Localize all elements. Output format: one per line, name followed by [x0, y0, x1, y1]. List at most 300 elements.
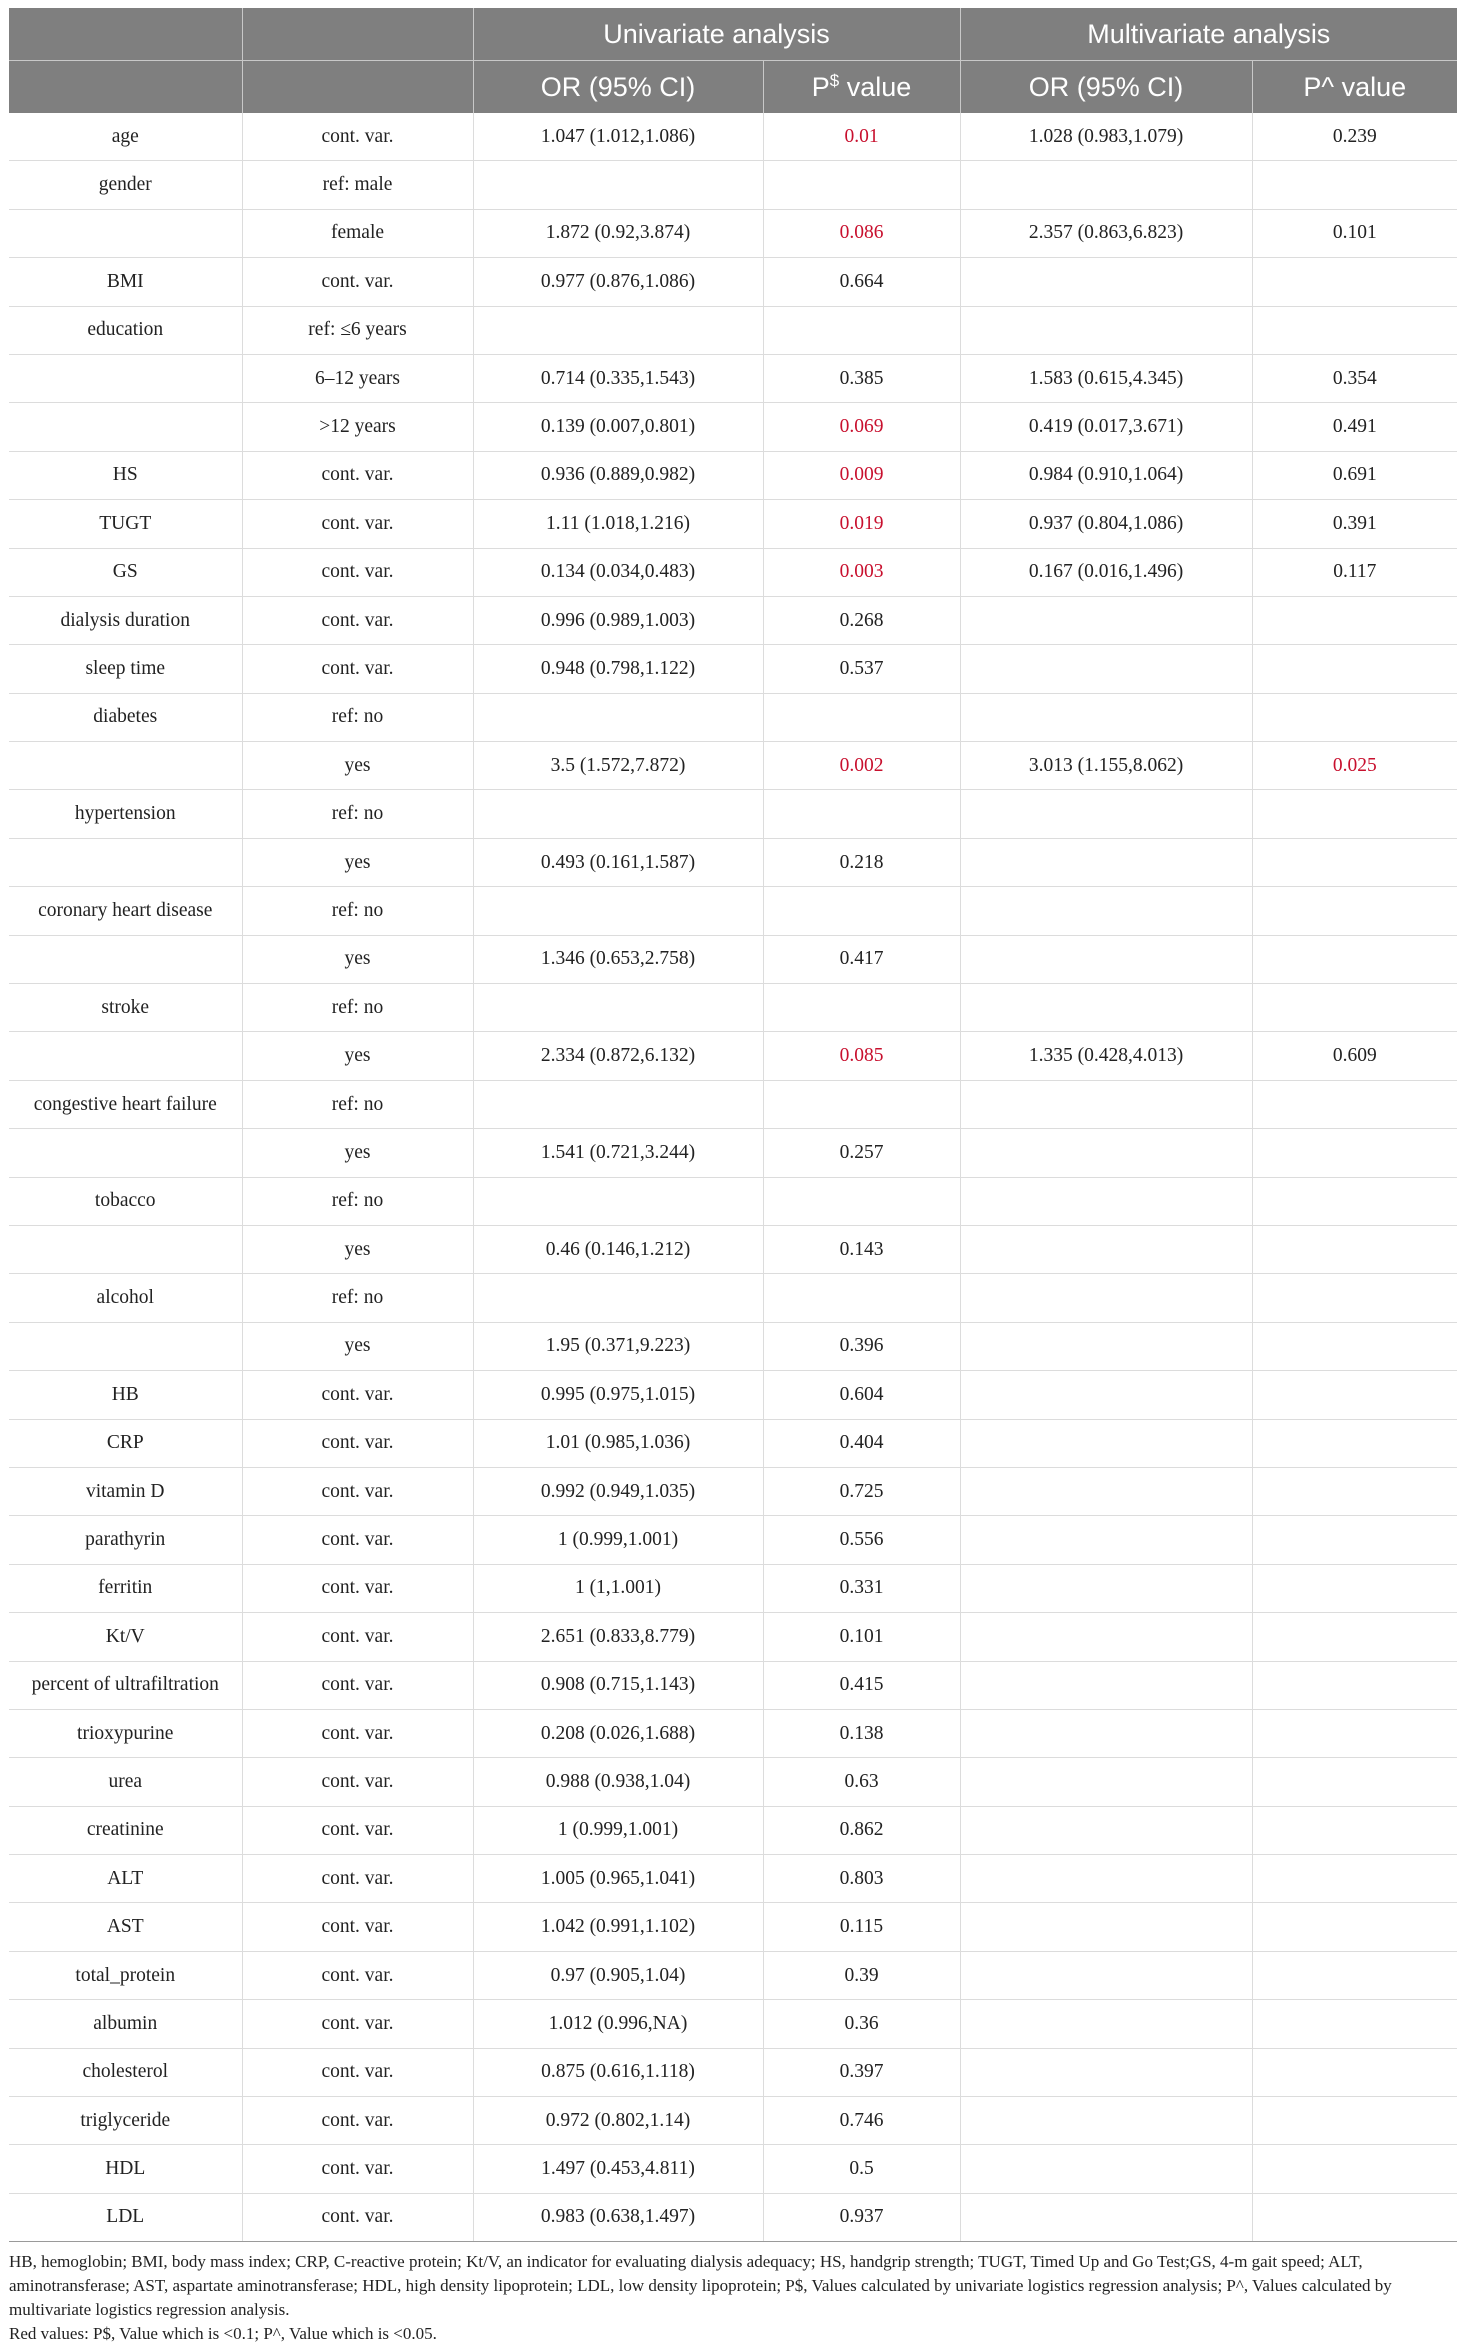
univariate-p-cell: 0.085	[763, 1032, 960, 1080]
variable-cell: percent of ultrafiltration	[9, 1661, 242, 1709]
multivariate-or-cell: 0.419 (0.017,3.671)	[960, 403, 1252, 451]
variable-cell	[9, 1032, 242, 1080]
multivariate-or-cell: 1.335 (0.428,4.013)	[960, 1032, 1252, 1080]
variable-cell: urea	[9, 1758, 242, 1806]
p-symbol: P	[811, 72, 830, 102]
table-row	[9, 2145, 1457, 2193]
univariate-p-cell	[763, 1177, 960, 1225]
univariate-or-cell: 0.493 (0.161,1.587)	[473, 838, 763, 886]
multivariate-p-cell	[1252, 790, 1457, 838]
univariate-or-cell: 0.875 (0.616,1.118)	[473, 2048, 763, 2096]
univariate-p-cell: 0.39	[763, 1951, 960, 1999]
table-row	[9, 790, 1457, 838]
univariate-or-cell	[473, 1177, 763, 1225]
multivariate-p-cell	[1252, 1903, 1457, 1951]
univariate-or-cell: 3.5 (1.572,7.872)	[473, 742, 763, 790]
univariate-or-cell: 0.983 (0.638,1.497)	[473, 2193, 763, 2241]
multivariate-or-cell: 0.167 (0.016,1.496)	[960, 548, 1252, 596]
univariate-p-cell: 0.725	[763, 1467, 960, 1515]
reference-cell: yes	[242, 935, 473, 983]
multivariate-p-cell	[1252, 1080, 1457, 1128]
table-row	[9, 1177, 1457, 1225]
variable-cell	[9, 1129, 242, 1177]
multivariate-p-cell	[1252, 2145, 1457, 2193]
multivariate-p-cell	[1252, 596, 1457, 644]
univariate-p-cell	[763, 1274, 960, 1322]
table-row	[9, 1903, 1457, 1951]
univariate-p-cell: 0.143	[763, 1225, 960, 1273]
multivariate-or-cell	[960, 306, 1252, 354]
variable-cell: dialysis duration	[9, 596, 242, 644]
multivariate-or-cell	[960, 838, 1252, 886]
reference-cell: cont. var.	[242, 1467, 473, 1515]
variable-cell	[9, 403, 242, 451]
multivariate-p-cell: 0.025	[1252, 742, 1457, 790]
univariate-p-cell	[763, 790, 960, 838]
reference-cell: cont. var.	[242, 2048, 473, 2096]
table-row	[9, 645, 1457, 693]
variable-cell: albumin	[9, 2000, 242, 2048]
table-row	[9, 2097, 1457, 2145]
reference-cell: ref: no	[242, 1080, 473, 1128]
reference-cell: ref: no	[242, 984, 473, 1032]
variable-cell: vitamin D	[9, 1467, 242, 1515]
multivariate-p-cell	[1252, 1855, 1457, 1903]
variable-cell: diabetes	[9, 693, 242, 741]
multivariate-or-cell	[960, 1661, 1252, 1709]
table-row	[9, 1855, 1457, 1903]
univariate-p-cell: 0.01	[763, 113, 960, 161]
multivariate-p-cell	[1252, 887, 1457, 935]
variable-cell: age	[9, 113, 242, 161]
variable-cell	[9, 1225, 242, 1273]
variable-cell: GS	[9, 548, 242, 596]
multivariate-p-cell	[1252, 1564, 1457, 1612]
univariate-p-cell: 0.009	[763, 451, 960, 499]
variable-cell: stroke	[9, 984, 242, 1032]
multivariate-or-cell	[960, 1467, 1252, 1515]
univariate-or-cell: 1.95 (0.371,9.223)	[473, 1322, 763, 1370]
multivariate-p-cell	[1252, 1274, 1457, 1322]
reference-cell: ref: no	[242, 1274, 473, 1322]
reference-cell: cont. var.	[242, 645, 473, 693]
multivariate-or-cell	[960, 1322, 1252, 1370]
multivariate-p-cell	[1252, 984, 1457, 1032]
table-row	[9, 2048, 1457, 2096]
variable-cell: Kt/V	[9, 1613, 242, 1661]
reference-cell: ref: no	[242, 693, 473, 741]
table-row	[9, 306, 1457, 354]
header-blank-reference-2	[242, 61, 473, 114]
reference-cell: cont. var.	[242, 2097, 473, 2145]
univariate-p-cell: 0.862	[763, 1806, 960, 1854]
reference-cell: cont. var.	[242, 1951, 473, 1999]
footnote	[9, 2250, 1457, 2346]
multivariate-p-cell	[1252, 1322, 1457, 1370]
reference-cell: cont. var.	[242, 1419, 473, 1467]
univariate-p-cell: 0.019	[763, 500, 960, 548]
table-row	[9, 1225, 1457, 1273]
multivariate-or-cell: 0.937 (0.804,1.086)	[960, 500, 1252, 548]
multivariate-p-cell	[1252, 1758, 1457, 1806]
univariate-p-cell: 0.664	[763, 258, 960, 306]
univariate-p-cell: 0.404	[763, 1419, 960, 1467]
univariate-or-cell: 1.047 (1.012,1.086)	[473, 113, 763, 161]
regression-table	[9, 8, 1457, 2242]
multivariate-or-cell	[960, 2048, 1252, 2096]
multivariate-or-cell: 2.357 (0.863,6.823)	[960, 209, 1252, 257]
multivariate-or-cell	[960, 2097, 1252, 2145]
univariate-or-cell	[473, 1274, 763, 1322]
variable-cell	[9, 742, 242, 790]
variable-cell: alcohol	[9, 1274, 242, 1322]
header-blank-variable-2	[9, 61, 242, 114]
multivariate-p-cell: 0.101	[1252, 209, 1457, 257]
multivariate-p-cell	[1252, 1613, 1457, 1661]
multivariate-or-cell: 1.028 (0.983,1.079)	[960, 113, 1252, 161]
variable-cell: CRP	[9, 1419, 242, 1467]
multivariate-p-cell	[1252, 838, 1457, 886]
header-blank-variable	[9, 8, 242, 61]
univariate-or-cell: 0.988 (0.938,1.04)	[473, 1758, 763, 1806]
variable-cell: LDL	[9, 2193, 242, 2241]
univariate-p-cell: 0.331	[763, 1564, 960, 1612]
variable-cell	[9, 354, 242, 402]
univariate-or-cell: 1.872 (0.92,3.874)	[473, 209, 763, 257]
univariate-or-cell	[473, 790, 763, 838]
variable-cell	[9, 209, 242, 257]
table-row	[9, 838, 1457, 886]
reference-cell: cont. var.	[242, 2145, 473, 2193]
reference-cell: cont. var.	[242, 1516, 473, 1564]
multivariate-or-cell	[960, 258, 1252, 306]
variable-cell: total_protein	[9, 1951, 242, 1999]
header-univariate-p	[763, 61, 960, 114]
multivariate-or-cell	[960, 1516, 1252, 1564]
multivariate-or-cell	[960, 1177, 1252, 1225]
univariate-p-cell	[763, 161, 960, 209]
variable-cell: sleep time	[9, 645, 242, 693]
multivariate-p-cell	[1252, 1225, 1457, 1273]
univariate-or-cell: 1.005 (0.965,1.041)	[473, 1855, 763, 1903]
multivariate-or-cell	[960, 935, 1252, 983]
univariate-or-cell: 1.497 (0.453,4.811)	[473, 2145, 763, 2193]
variable-cell: education	[9, 306, 242, 354]
table-row	[9, 1709, 1457, 1757]
reference-cell: >12 years	[242, 403, 473, 451]
variable-cell: BMI	[9, 258, 242, 306]
variable-cell: HDL	[9, 2145, 242, 2193]
reference-cell: ref: male	[242, 161, 473, 209]
univariate-p-cell: 0.397	[763, 2048, 960, 2096]
variable-cell: coronary heart disease	[9, 887, 242, 935]
multivariate-p-cell	[1252, 1951, 1457, 1999]
multivariate-or-cell	[960, 1371, 1252, 1419]
table-row	[9, 1516, 1457, 1564]
multivariate-or-cell	[960, 1564, 1252, 1612]
multivariate-or-cell	[960, 1903, 1252, 1951]
multivariate-p-cell	[1252, 935, 1457, 983]
table-row	[9, 1129, 1457, 1177]
variable-cell: trioxypurine	[9, 1709, 242, 1757]
variable-cell: parathyrin	[9, 1516, 242, 1564]
variable-cell: gender	[9, 161, 242, 209]
multivariate-p-cell	[1252, 2000, 1457, 2048]
multivariate-or-cell	[960, 1951, 1252, 1999]
univariate-p-cell	[763, 984, 960, 1032]
table-row	[9, 935, 1457, 983]
univariate-or-cell: 1.346 (0.653,2.758)	[473, 935, 763, 983]
univariate-or-cell: 1.541 (0.721,3.244)	[473, 1129, 763, 1177]
reference-cell: 6–12 years	[242, 354, 473, 402]
table-row	[9, 1032, 1457, 1080]
multivariate-or-cell	[960, 1613, 1252, 1661]
table-row	[9, 1806, 1457, 1854]
reference-cell: cont. var.	[242, 596, 473, 644]
variable-cell: HS	[9, 451, 242, 499]
multivariate-p-cell	[1252, 1419, 1457, 1467]
reference-cell: yes	[242, 1032, 473, 1080]
univariate-p-cell: 0.101	[763, 1613, 960, 1661]
multivariate-p-cell	[1252, 306, 1457, 354]
table-row	[9, 451, 1457, 499]
multivariate-or-cell	[960, 887, 1252, 935]
multivariate-p-cell	[1252, 693, 1457, 741]
multivariate-or-cell	[960, 161, 1252, 209]
variable-cell	[9, 1322, 242, 1370]
multivariate-p-cell	[1252, 1806, 1457, 1854]
univariate-or-cell: 1.01 (0.985,1.036)	[473, 1419, 763, 1467]
table-row	[9, 1274, 1457, 1322]
univariate-or-cell	[473, 693, 763, 741]
table-row	[9, 258, 1457, 306]
reference-cell: ref: no	[242, 790, 473, 838]
table-row	[9, 1613, 1457, 1661]
univariate-p-cell: 0.115	[763, 1903, 960, 1951]
univariate-or-cell: 1.11 (1.018,1.216)	[473, 500, 763, 548]
univariate-p-cell	[763, 693, 960, 741]
multivariate-p-cell	[1252, 1516, 1457, 1564]
univariate-p-cell: 0.003	[763, 548, 960, 596]
table-header	[9, 8, 1457, 113]
univariate-or-cell: 0.972 (0.802,1.14)	[473, 2097, 763, 2145]
reference-cell: cont. var.	[242, 548, 473, 596]
multivariate-p-cell	[1252, 2193, 1457, 2241]
univariate-p-cell: 0.002	[763, 742, 960, 790]
header-univariate: Univariate analysis	[473, 8, 960, 61]
multivariate-or-cell: 3.013 (1.155,8.062)	[960, 742, 1252, 790]
univariate-or-cell: 0.139 (0.007,0.801)	[473, 403, 763, 451]
reference-cell: cont. var.	[242, 1371, 473, 1419]
variable-cell: creatinine	[9, 1806, 242, 1854]
univariate-or-cell	[473, 161, 763, 209]
variable-cell: cholesterol	[9, 2048, 242, 2096]
univariate-p-cell: 0.086	[763, 209, 960, 257]
univariate-p-cell: 0.746	[763, 2097, 960, 2145]
footnote-red-values: Red values: P$, Value which is <0.1; P^, Value which is <0.05.	[9, 2324, 437, 2344]
univariate-or-cell: 1 (0.999,1.001)	[473, 1516, 763, 1564]
univariate-or-cell	[473, 984, 763, 1032]
univariate-or-cell: 0.948 (0.798,1.122)	[473, 645, 763, 693]
univariate-or-cell: 1 (1,1.001)	[473, 1564, 763, 1612]
multivariate-or-cell	[960, 1709, 1252, 1757]
table-row	[9, 596, 1457, 644]
reference-cell: cont. var.	[242, 1709, 473, 1757]
univariate-or-cell: 2.334 (0.872,6.132)	[473, 1032, 763, 1080]
multivariate-p-cell	[1252, 1371, 1457, 1419]
univariate-p-cell	[763, 887, 960, 935]
univariate-p-cell: 0.36	[763, 2000, 960, 2048]
multivariate-or-cell	[960, 1080, 1252, 1128]
multivariate-or-cell	[960, 693, 1252, 741]
table-row	[9, 354, 1457, 402]
header-multivariate-p: P^ value	[1252, 61, 1457, 114]
multivariate-p-cell	[1252, 1661, 1457, 1709]
univariate-p-cell: 0.556	[763, 1516, 960, 1564]
multivariate-p-cell: 0.391	[1252, 500, 1457, 548]
multivariate-or-cell	[960, 2193, 1252, 2241]
univariate-or-cell	[473, 1080, 763, 1128]
univariate-p-cell: 0.803	[763, 1855, 960, 1903]
multivariate-or-cell	[960, 1225, 1252, 1273]
reference-cell: cont. var.	[242, 1903, 473, 1951]
univariate-p-cell	[763, 306, 960, 354]
table-row	[9, 2000, 1457, 2048]
univariate-or-cell: 2.651 (0.833,8.779)	[473, 1613, 763, 1661]
reference-cell: cont. var.	[242, 1758, 473, 1806]
multivariate-or-cell: 0.984 (0.910,1.064)	[960, 451, 1252, 499]
variable-cell: HB	[9, 1371, 242, 1419]
table-row	[9, 2193, 1457, 2241]
reference-cell: cont. var.	[242, 2193, 473, 2241]
univariate-or-cell: 0.995 (0.975,1.015)	[473, 1371, 763, 1419]
variable-cell: TUGT	[9, 500, 242, 548]
univariate-p-cell: 0.138	[763, 1709, 960, 1757]
reference-cell: female	[242, 209, 473, 257]
multivariate-or-cell	[960, 2000, 1252, 2048]
univariate-or-cell: 0.992 (0.949,1.035)	[473, 1467, 763, 1515]
table-row	[9, 742, 1457, 790]
univariate-p-cell: 0.604	[763, 1371, 960, 1419]
reference-cell: cont. var.	[242, 2000, 473, 2048]
variable-cell: AST	[9, 1903, 242, 1951]
univariate-or-cell: 1.042 (0.991,1.102)	[473, 1903, 763, 1951]
table-row	[9, 161, 1457, 209]
univariate-or-cell: 0.134 (0.034,0.483)	[473, 548, 763, 596]
multivariate-or-cell	[960, 2145, 1252, 2193]
reference-cell: ref: no	[242, 887, 473, 935]
header-multivariate-or: OR (95% CI)	[960, 61, 1252, 114]
multivariate-or-cell: 1.583 (0.615,4.345)	[960, 354, 1252, 402]
reference-cell: cont. var.	[242, 1855, 473, 1903]
reference-cell: yes	[242, 742, 473, 790]
multivariate-or-cell	[960, 1129, 1252, 1177]
multivariate-p-cell	[1252, 258, 1457, 306]
univariate-or-cell: 0.714 (0.335,1.543)	[473, 354, 763, 402]
multivariate-p-cell	[1252, 1177, 1457, 1225]
univariate-p-cell: 0.937	[763, 2193, 960, 2241]
multivariate-p-cell: 0.239	[1252, 113, 1457, 161]
multivariate-p-cell	[1252, 645, 1457, 693]
table-row	[9, 1080, 1457, 1128]
table-row	[9, 209, 1457, 257]
multivariate-p-cell: 0.117	[1252, 548, 1457, 596]
table-row	[9, 1322, 1457, 1370]
header-univariate-or: OR (95% CI)	[473, 61, 763, 114]
reference-cell: cont. var.	[242, 113, 473, 161]
reference-cell: ref: no	[242, 1177, 473, 1225]
univariate-or-cell: 0.996 (0.989,1.003)	[473, 596, 763, 644]
table-row	[9, 887, 1457, 935]
univariate-p-cell: 0.257	[763, 1129, 960, 1177]
reference-cell: yes	[242, 838, 473, 886]
variable-cell: hypertension	[9, 790, 242, 838]
univariate-p-cell: 0.415	[763, 1661, 960, 1709]
multivariate-or-cell	[960, 1855, 1252, 1903]
univariate-p-cell: 0.069	[763, 403, 960, 451]
univariate-or-cell: 1 (0.999,1.001)	[473, 1806, 763, 1854]
reference-cell: cont. var.	[242, 1564, 473, 1612]
multivariate-p-cell: 0.491	[1252, 403, 1457, 451]
reference-cell: cont. var.	[242, 500, 473, 548]
univariate-or-cell: 0.977 (0.876,1.086)	[473, 258, 763, 306]
table-row	[9, 500, 1457, 548]
table-row	[9, 1419, 1457, 1467]
multivariate-p-cell	[1252, 1467, 1457, 1515]
table-row	[9, 1371, 1457, 1419]
table-row	[9, 693, 1457, 741]
univariate-p-cell: 0.268	[763, 596, 960, 644]
multivariate-p-cell	[1252, 1709, 1457, 1757]
reference-cell: cont. var.	[242, 1806, 473, 1854]
multivariate-or-cell	[960, 1419, 1252, 1467]
table-row	[9, 1661, 1457, 1709]
univariate-or-cell	[473, 306, 763, 354]
univariate-p-cell	[763, 1080, 960, 1128]
variable-cell: tobacco	[9, 1177, 242, 1225]
variable-cell: triglyceride	[9, 2097, 242, 2145]
multivariate-or-cell	[960, 596, 1252, 644]
table-row	[9, 1951, 1457, 1999]
univariate-p-cell: 0.396	[763, 1322, 960, 1370]
univariate-or-cell: 0.208 (0.026,1.688)	[473, 1709, 763, 1757]
univariate-or-cell: 0.936 (0.889,0.982)	[473, 451, 763, 499]
univariate-p-cell: 0.385	[763, 354, 960, 402]
multivariate-or-cell	[960, 1274, 1252, 1322]
univariate-p-cell: 0.63	[763, 1758, 960, 1806]
table-row	[9, 984, 1457, 1032]
table-row	[9, 1564, 1457, 1612]
multivariate-p-cell: 0.609	[1252, 1032, 1457, 1080]
variable-cell: ferritin	[9, 1564, 242, 1612]
reference-cell: cont. var.	[242, 451, 473, 499]
multivariate-p-cell: 0.354	[1252, 354, 1457, 402]
header-blank-reference	[242, 8, 473, 61]
regression-table-container	[9, 8, 1457, 2346]
reference-cell: yes	[242, 1322, 473, 1370]
univariate-p-cell: 0.5	[763, 2145, 960, 2193]
reference-cell: cont. var.	[242, 258, 473, 306]
multivariate-or-cell	[960, 1806, 1252, 1854]
reference-cell: cont. var.	[242, 1613, 473, 1661]
multivariate-p-cell	[1252, 2048, 1457, 2096]
reference-cell: cont. var.	[242, 1661, 473, 1709]
variable-cell	[9, 838, 242, 886]
univariate-or-cell: 0.97 (0.905,1.04)	[473, 1951, 763, 1999]
univariate-or-cell: 1.012 (0.996,NA)	[473, 2000, 763, 2048]
variable-cell: ALT	[9, 1855, 242, 1903]
univariate-p-cell: 0.218	[763, 838, 960, 886]
